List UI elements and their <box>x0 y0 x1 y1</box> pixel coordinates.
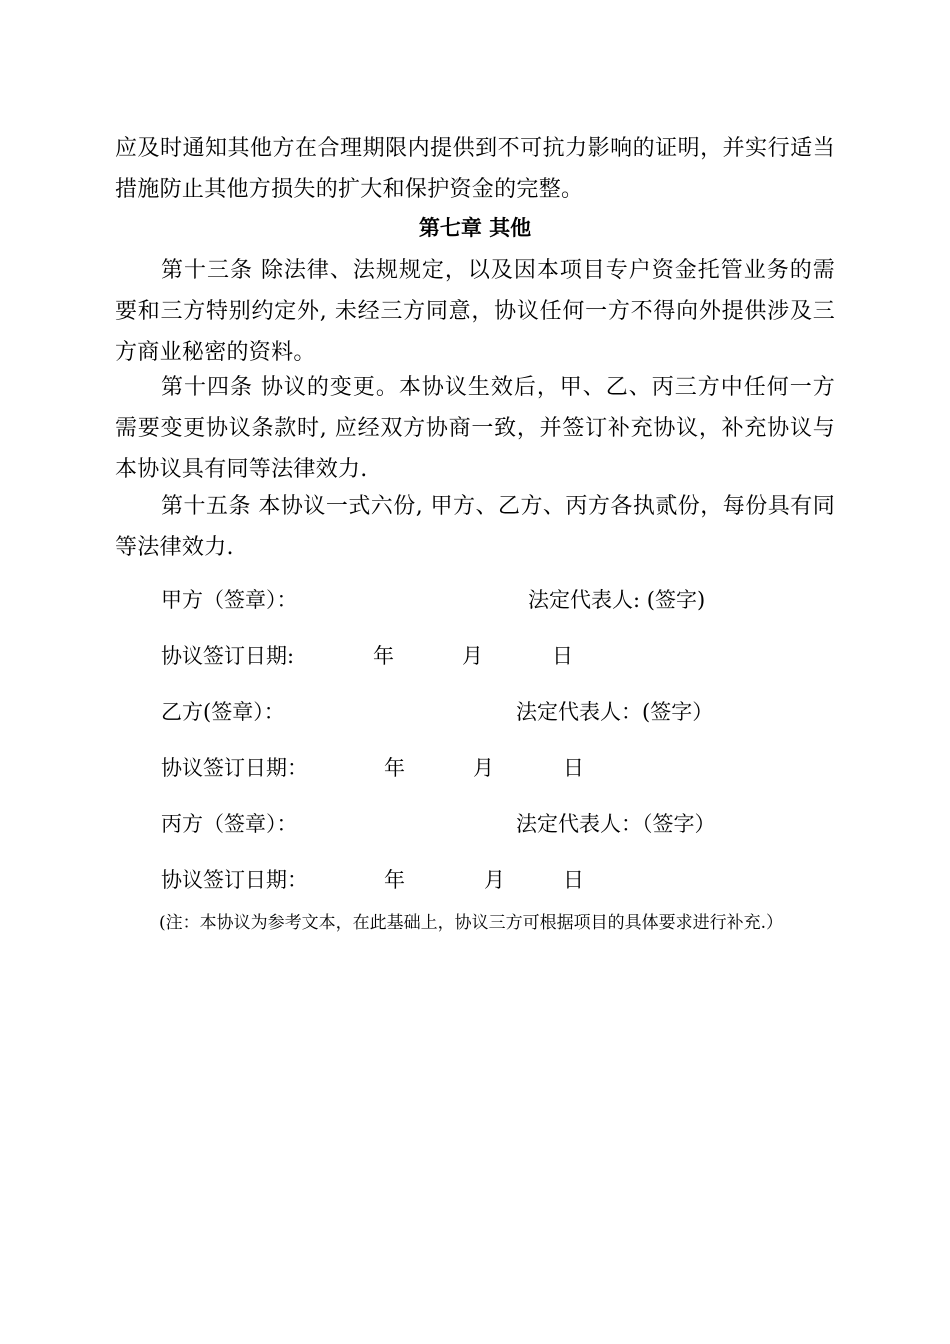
article-13-paragraph: 第十三条 除法律、法规规定，以及因本项目专户资金托管业务的需要和三方特别约定外, 未经三方同意，协议任何一方不得向外提供涉及三方商业秘密的资料。 <box>115 258 835 365</box>
footnote: (注：本协议为参考文本，在此基础上，协议三方可根据项目的具体要求进行补充.） <box>159 913 784 933</box>
party-c-representative-label: 法定代表人：（签字） <box>516 812 716 836</box>
party-a-year: 年 <box>373 644 394 668</box>
party-b-month: 月 <box>473 756 494 780</box>
party-b-representative-label: 法定代表人：(签字） <box>516 700 714 724</box>
article-15-paragraph: 第十五条 本协议一式六份, 甲方、乙方、丙方各执贰份，每份具有同等法律效力. <box>115 494 835 560</box>
continuation-paragraph: 应及时通知其他方在合理期限内提供到不可抗力影响的证明，并实行适当措施防止其他方损失的扩大和保护资金的完整。 <box>115 136 835 202</box>
party-b-date-label: 协议签订日期： <box>161 756 308 780</box>
party-c-month: 月 <box>484 868 505 892</box>
party-a-month: 月 <box>462 644 483 668</box>
party-a-seal-label: 甲方（签章）： <box>161 588 298 612</box>
party-b-seal-label: 乙方(签章）： <box>161 700 285 724</box>
party-c-day: 日 <box>563 868 584 892</box>
party-b-day: 日 <box>563 756 584 780</box>
party-b-year: 年 <box>384 756 405 780</box>
party-c-seal-label: 丙方（签章）： <box>161 812 298 836</box>
party-c-year: 年 <box>384 868 405 892</box>
chapter-heading: 第七章 其他 <box>418 215 532 240</box>
party-a-date-label: 协议签订日期: <box>161 644 295 668</box>
party-a-day: 日 <box>552 644 573 668</box>
article-14-paragraph: 第十四条 协议的变更。本协议生效后，甲、乙、丙三方中任何一方需要变更协议条款时, 应经双方协商一致，并签订补充协议，补充协议与本协议具有同等法律效力. <box>115 375 835 482</box>
party-c-date-label: 协议签订日期： <box>161 868 308 892</box>
party-a-representative-label: 法定代表人: (签字) <box>528 588 706 612</box>
